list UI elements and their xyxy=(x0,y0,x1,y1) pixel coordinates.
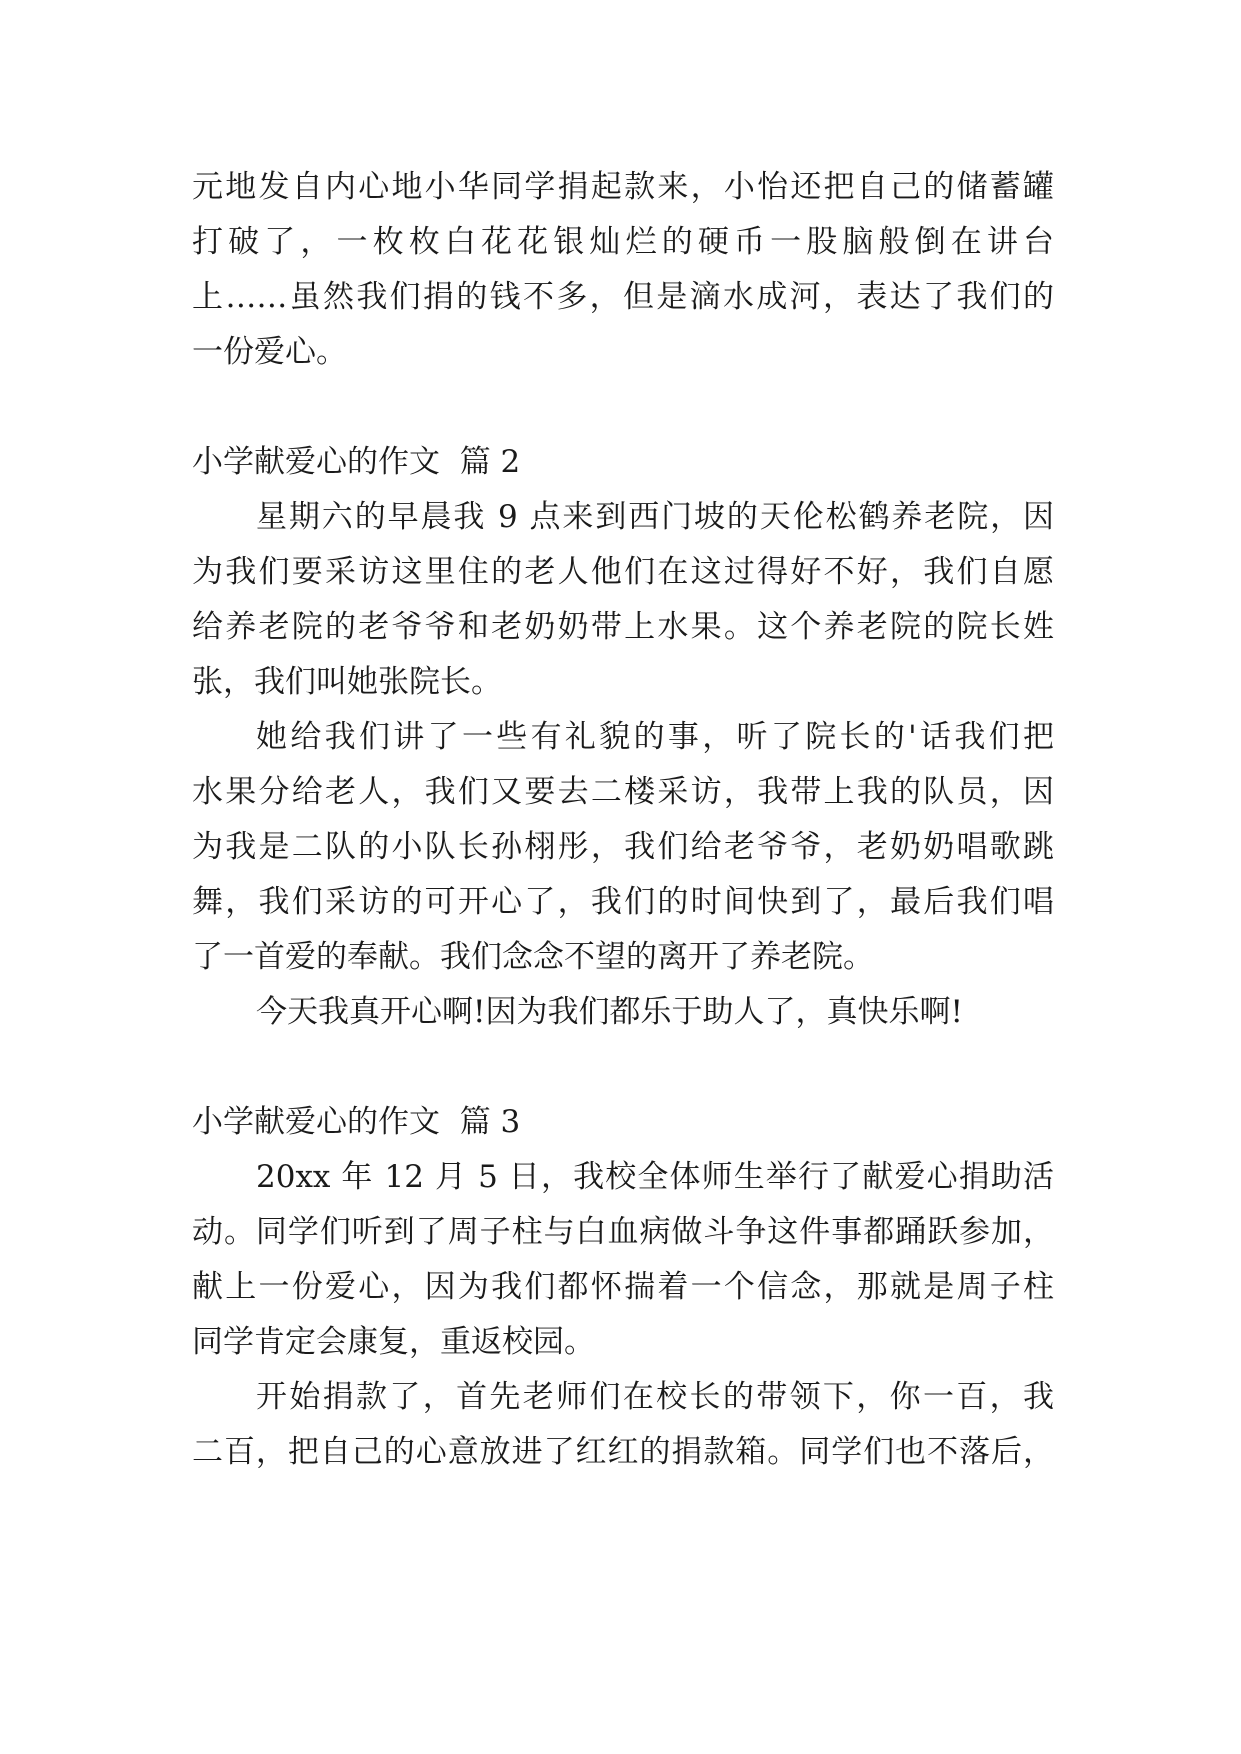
text-line: 献上一份爱心，因为我们都怀揣着一个信念，那就是周子柱 xyxy=(192,1269,1054,1305)
paragraph-section3-1 xyxy=(192,1150,1054,1370)
text-line: 张，我们叫她张院长。 xyxy=(192,664,502,700)
spacer xyxy=(192,380,1054,435)
text-line: 元地发自内心地小华同学捐起款来，小怡还把自己的储蓄罐 xyxy=(192,169,1054,205)
text-line: 水果分给老人，我们又要去二楼采访，我带上我的队员，因 xyxy=(192,774,1054,810)
section-heading-2: 小学献爱心的作文 篇 2 xyxy=(192,444,521,480)
paragraph-section3-2 xyxy=(192,1370,1054,1480)
paragraph-section2-3 xyxy=(192,985,1054,1040)
text-line: 星期六的早晨我 9 点来到西门坡的天伦松鹤养老院，因 xyxy=(256,499,1054,535)
text-line: 打破了，一枚枚白花花银灿烂的硬币一股脑般倒在讲台 xyxy=(192,224,1054,260)
paragraph-section2-2 xyxy=(192,710,1054,985)
paragraph-section2-1 xyxy=(192,490,1054,710)
text-line: 二百，把自己的心意放进了红红的捐款箱。同学们也不落后， xyxy=(192,1434,1054,1470)
text-line: 为我们要采访这里住的老人他们在这过得好不好，我们自愿 xyxy=(192,554,1054,590)
text-line: 今天我真开心啊!因为我们都乐于助人了，真快乐啊! xyxy=(256,994,963,1030)
text-line: 了一首爱的奉献。我们念念不望的离开了养老院。 xyxy=(192,939,874,975)
text-line: 同学肯定会康复，重返校园。 xyxy=(192,1324,595,1360)
text-line: 开始捐款了，首先老师们在校长的带领下，你一百，我 xyxy=(256,1379,1054,1415)
text-line: 给养老院的老爷爷和老奶奶带上水果。这个养老院的院长姓 xyxy=(192,609,1054,645)
text-line: 一份爱心。 xyxy=(192,334,347,370)
text-line: 20xx 年 12 月 5 日，我校全体师生举行了献爱心捐助活 xyxy=(256,1159,1054,1195)
paragraph-section1 xyxy=(192,160,1054,380)
spacer xyxy=(192,1040,1054,1095)
text-line: 为我是二队的小队长孙栩彤，我们给老爷爷，老奶奶唱歌跳 xyxy=(192,829,1054,865)
text-line: 舞，我们采访的可开心了，我们的时间快到了，最后我们唱 xyxy=(192,884,1054,920)
section-heading-3: 小学献爱心的作文 篇 3 xyxy=(192,1104,521,1140)
text-line: 她给我们讲了一些有礼貌的事，听了院长的'话我们把 xyxy=(256,719,1054,755)
text-line: 上……虽然我们捐的钱不多，但是滴水成河，表达了我们的 xyxy=(192,279,1054,315)
document-page xyxy=(192,160,1054,1480)
text-line: 动。同学们听到了周子柱与白血病做斗争这件事都踊跃参加， xyxy=(192,1214,1054,1250)
